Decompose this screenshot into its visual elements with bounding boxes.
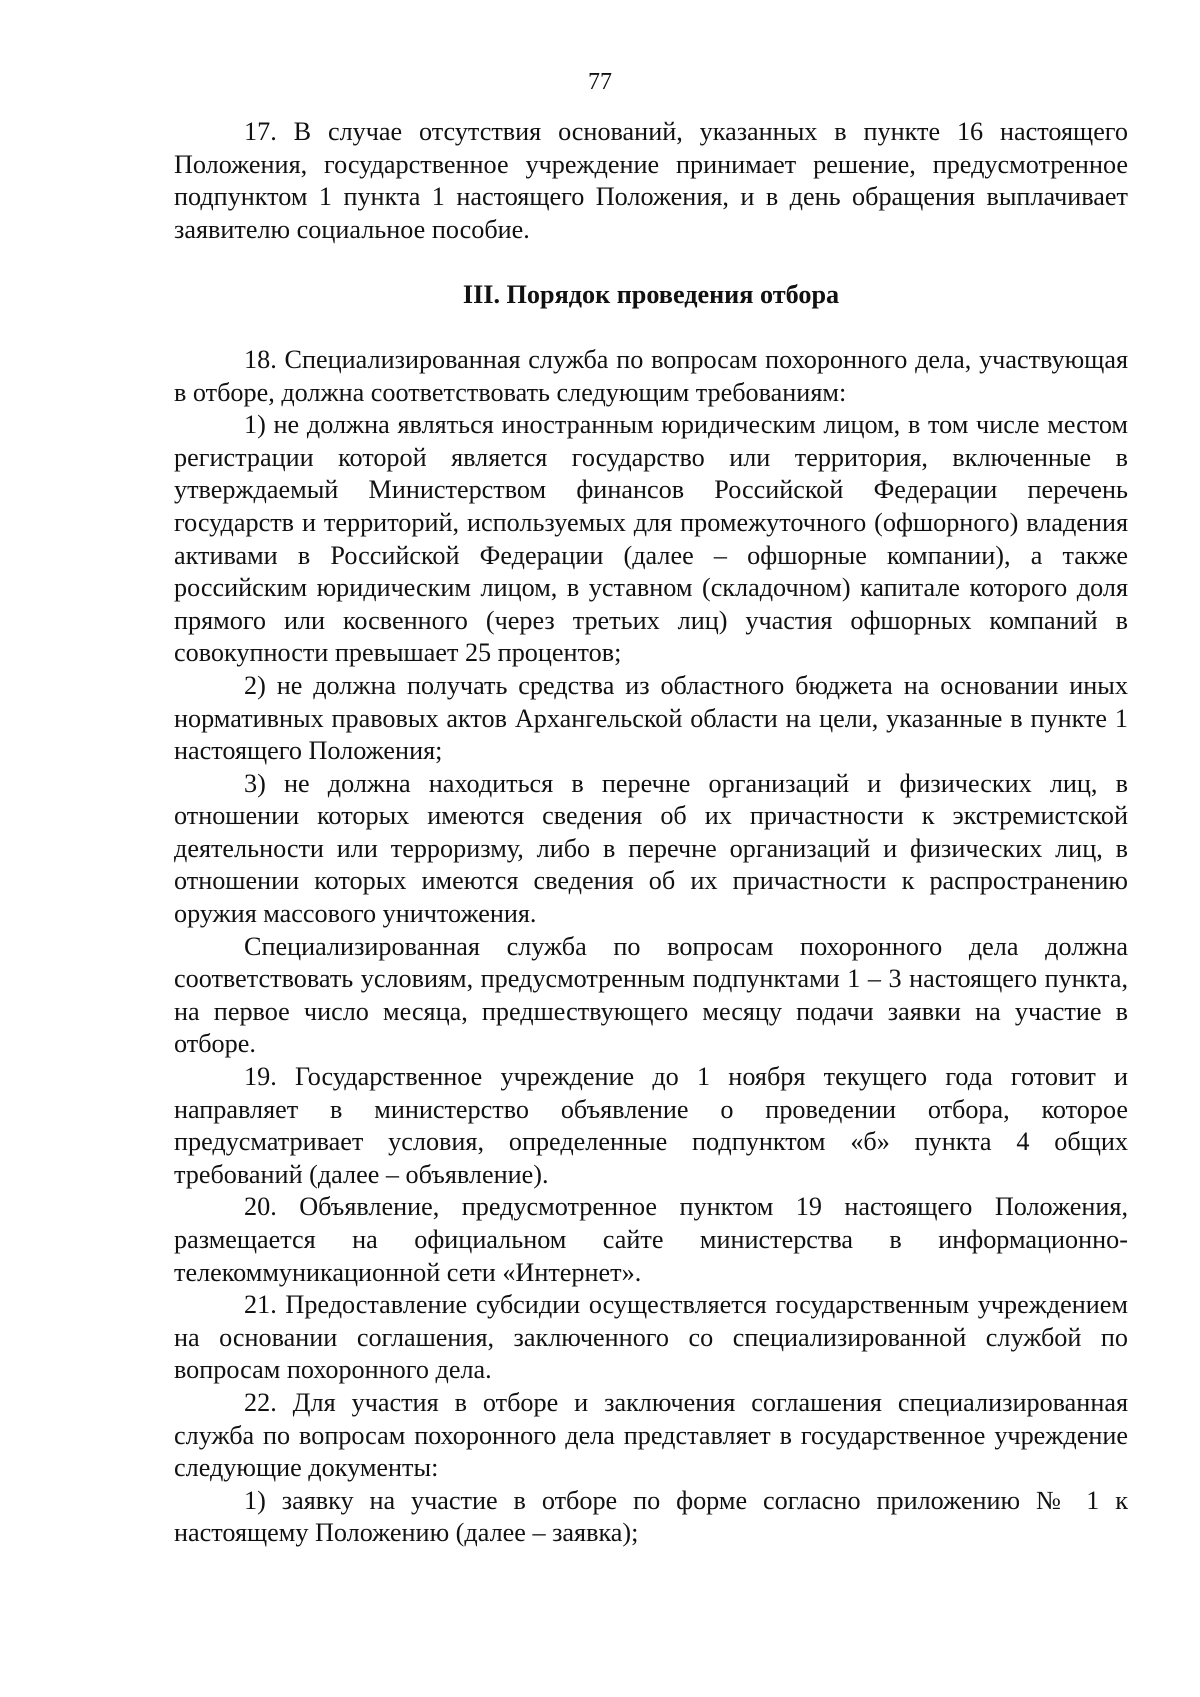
paragraph-19: 19. Государственное учреждение до 1 ноября текущего года готовит и направляет в министерство объявление о проведении отбора, которое предусматривает условия, определенные подпунктом «б» пункта 4 общих требований (далее – объявление). (174, 1062, 1128, 1189)
section-heading: III. Порядок проведения отбора (462, 280, 840, 310)
document-body (174, 116, 1128, 1550)
paragraph-18-item-2: 2) не должна получать средства из областного бюджета на основании иных нормативных правовых актов Архангельской области на цели, указанные в пункте 1 настоящего Положения; (174, 670, 1128, 766)
paragraph-17: 17. В случае отсутствия оснований, указанных в пункте 16 настоящего Положения, государственное учреждение принимает решение, предусмотренное подпунктом 1 пункта 1 настоящего Положения, и в день обращения выплачивает заявителю социальное пособие. (174, 117, 1128, 244)
paragraph-21: 21. Предоставление субсидии осуществляется государственным учреждением на основании соглашения, заключенного со специализированной службой по вопросам похоронного дела. (174, 1290, 1128, 1385)
paragraph-18-conditions: Специализированная служба по вопросам похоронного дела должна соответствовать условиям, предусмотренным подпунктами 1 – 3 настоящего пункта, на первое число месяца, предшествующего месяцу подачи заявки на участие в отборе. (174, 931, 1128, 1059)
paragraph-18-item-1: 1) не должна являться иностранным юридическим лицом, в том числе местом регистрации которой является государство или территория, включенные в утверждаемый Министерством финансов Российской Федерации перечень государств и территорий, используемых для промежуточного (офшорного) владения активами в Российской Федерации (далее – офшорные компании), а также российским юридическим лицом, в уставном (складочном) капитале которого доля прямого или косвенного (через третьих лиц) участия офшорных компаний в совокупности превышает 25 процентов; (174, 410, 1128, 668)
paragraph-20: 20. Объявление, предусмотренное пунктом 19 настоящего Положения, размещается на официальном сайте министерства в информационно-телекоммуникационной сети «Интернет». (174, 1192, 1128, 1287)
page-number: 77 (588, 69, 612, 95)
paragraph-22: 22. Для участия в отборе и заключения соглашения специализированная служба по вопросам похоронного дела представляет в государственное учреждение следующие документы: (174, 1387, 1128, 1483)
paragraph-18-item-3: 3) не должна находиться в перечне организаций и физических лиц, в отношении которых имеются сведения об их причастности к экстремистской деятельности или терроризму, либо в перечне организаций и физических лиц, в отношении которых имеются сведения об их причастности к распространению оружия массового уничтожения. (174, 768, 1128, 929)
paragraph-22-item-1: 1) заявку на участие в отборе по форме согласно приложению № 1 к настоящему Положению (далее – заявка); (174, 1485, 1128, 1548)
paragraph-18: 18. Специализированная служба по вопросам похоронного дела, участвующая в отборе, должна соответствовать следующим требованиям: (174, 344, 1128, 407)
